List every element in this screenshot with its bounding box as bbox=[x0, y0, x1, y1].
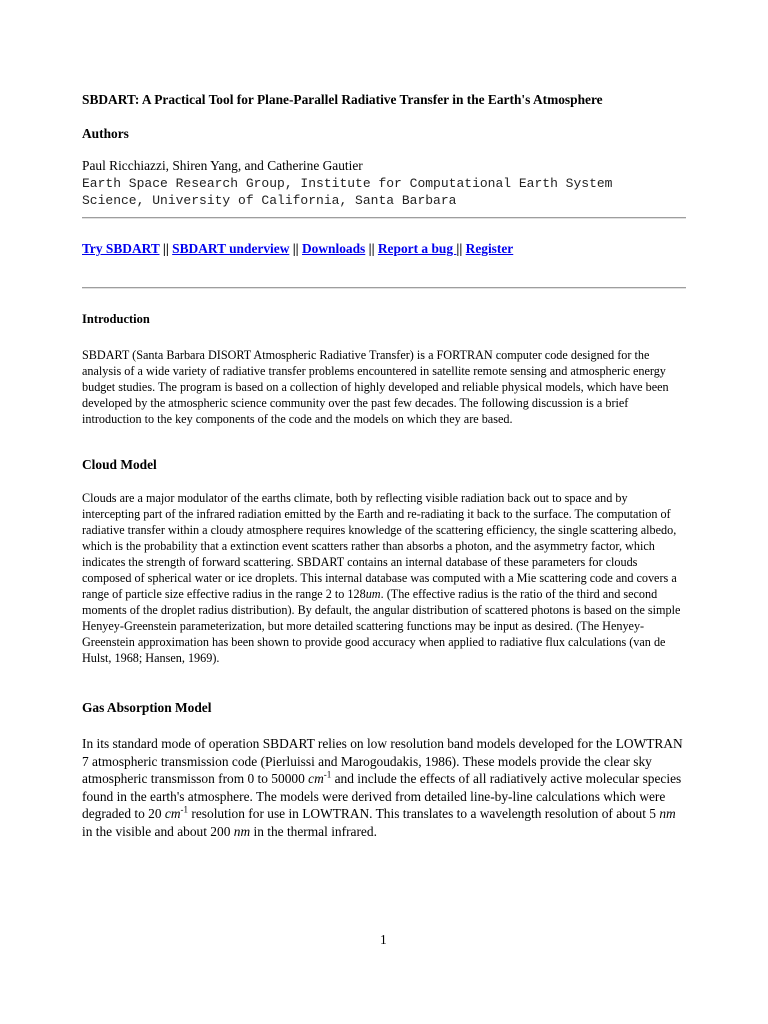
nav-separator: || bbox=[162, 241, 169, 256]
cloud-model-text-1: Clouds are a major modulator of the earths climate, both by reflecting visible radiation back out to space and by intercepting part of the infrared radiation emitted by the Earth and re-radiating it back to the surface. The computation of radiative transfer within a cloudy atmosphere requires knowledge of the scattering efficiency, the single scattering albedo, which is the probability that a extinction event scatters rather than absorbs a photon, and the asymmetry factor, which indicates the strength of forward scattering. SBDART contains an internal database of these parameters for clouds composed of spherical water or ice droplets. This internal database was computed with a Mie scattering code and covers a range of particle size effective radius in the range 2 to 128 bbox=[82, 491, 677, 601]
gas-absorption-paragraph bbox=[82, 735, 686, 841]
nav-separator: || bbox=[292, 241, 299, 256]
nav-link-downloads[interactable]: Downloads bbox=[302, 241, 366, 256]
horizontal-divider-top bbox=[82, 217, 686, 219]
unit-cm: cm bbox=[308, 771, 324, 787]
gas-absorption-heading: Gas Absorption Model bbox=[82, 700, 212, 715]
unit-um: um bbox=[365, 587, 381, 601]
nav-separator: || bbox=[456, 241, 463, 256]
gas-text-5: in the thermal infrared. bbox=[250, 823, 377, 839]
author-affiliation bbox=[82, 175, 686, 209]
nav-link-register[interactable]: Register bbox=[465, 241, 514, 256]
nav-link-report-bug[interactable]: Report a bug bbox=[377, 241, 457, 256]
unit-nm: nm bbox=[659, 806, 676, 822]
nav-link-try-sbdart[interactable]: Try SBDART bbox=[82, 241, 160, 256]
cloud-model-text-2: . (The effective radius is the ratio of the third and second moments of the droplet radius distribution). By default, the angular distribution of scattered photons is based on the simple Henyey-Greenstein parameterization, but more detailed scattering functions may be input as desired. (The Henyey-Greenstein approximation has been shown to provide good accuracy when applied to radiative flux calculations (van de Hulst, 1968; Hansen, 1969). bbox=[82, 587, 681, 665]
affiliation-line-2: Science, University of California, Santa Barbara bbox=[82, 193, 457, 208]
document-title: SBDART: A Practical Tool for Plane-Parallel Radiative Transfer in the Earth's Atmosphere bbox=[82, 92, 603, 107]
gas-text-4: in the visible and about 200 bbox=[82, 823, 234, 839]
nav-separator: || bbox=[368, 241, 375, 256]
gas-text-3: resolution for use in LOWTRAN. This translates to a wavelength resolution of about 5 bbox=[188, 806, 660, 822]
cloud-model-paragraph bbox=[82, 490, 686, 666]
gas-text-2: and include the effects of all radiatively active molecular species found in the earth's atmosphere. The models were derived from detailed line-by-line calculations which were degraded to 20 bbox=[82, 771, 682, 822]
gas-text-1: In its standard mode of operation SBDART relies on low resolution band models developed for the LOWTRAN 7 atmospheric transmission code (Pierluissi and Marogoudakis, 1986). These models provide the clear sky atmospheric transmisson from 0 to 50000 bbox=[82, 736, 683, 787]
introduction-heading: Introduction bbox=[82, 312, 150, 326]
author-names: Paul Ricchiazzi, Shiren Yang, and Catherine Gautier bbox=[82, 158, 363, 173]
affiliation-line-1: Earth Space Research Group, Institute for Computational Earth System bbox=[82, 176, 613, 191]
introduction-paragraph: SBDART (Santa Barbara DISORT Atmospheric Radiative Transfer) is a FORTRAN computer code designed for the analysis of a wide variety of radiative transfer problems encountered in satellite remote sensing and atmospheric energy budget studies. The program is based on a collection of highly developed and reliable physical models, which have been developed by the atmospheric science community over the past few decades. The following discussion is a brief introduction to the key components of the code and the models on which they are based. bbox=[82, 348, 669, 426]
unit-nm: nm bbox=[233, 823, 251, 839]
authors-heading: Authors bbox=[82, 126, 129, 141]
unit-cm: cm bbox=[164, 806, 181, 822]
horizontal-divider-bottom bbox=[82, 287, 686, 289]
nav-link-sbdart-underview[interactable]: SBDART underview bbox=[172, 241, 290, 256]
page-number: 1 bbox=[380, 932, 387, 947]
cloud-model-heading: Cloud Model bbox=[82, 457, 157, 472]
exponent: -1 bbox=[180, 804, 189, 815]
exponent: -1 bbox=[323, 769, 332, 780]
nav-link-bar bbox=[82, 241, 513, 257]
